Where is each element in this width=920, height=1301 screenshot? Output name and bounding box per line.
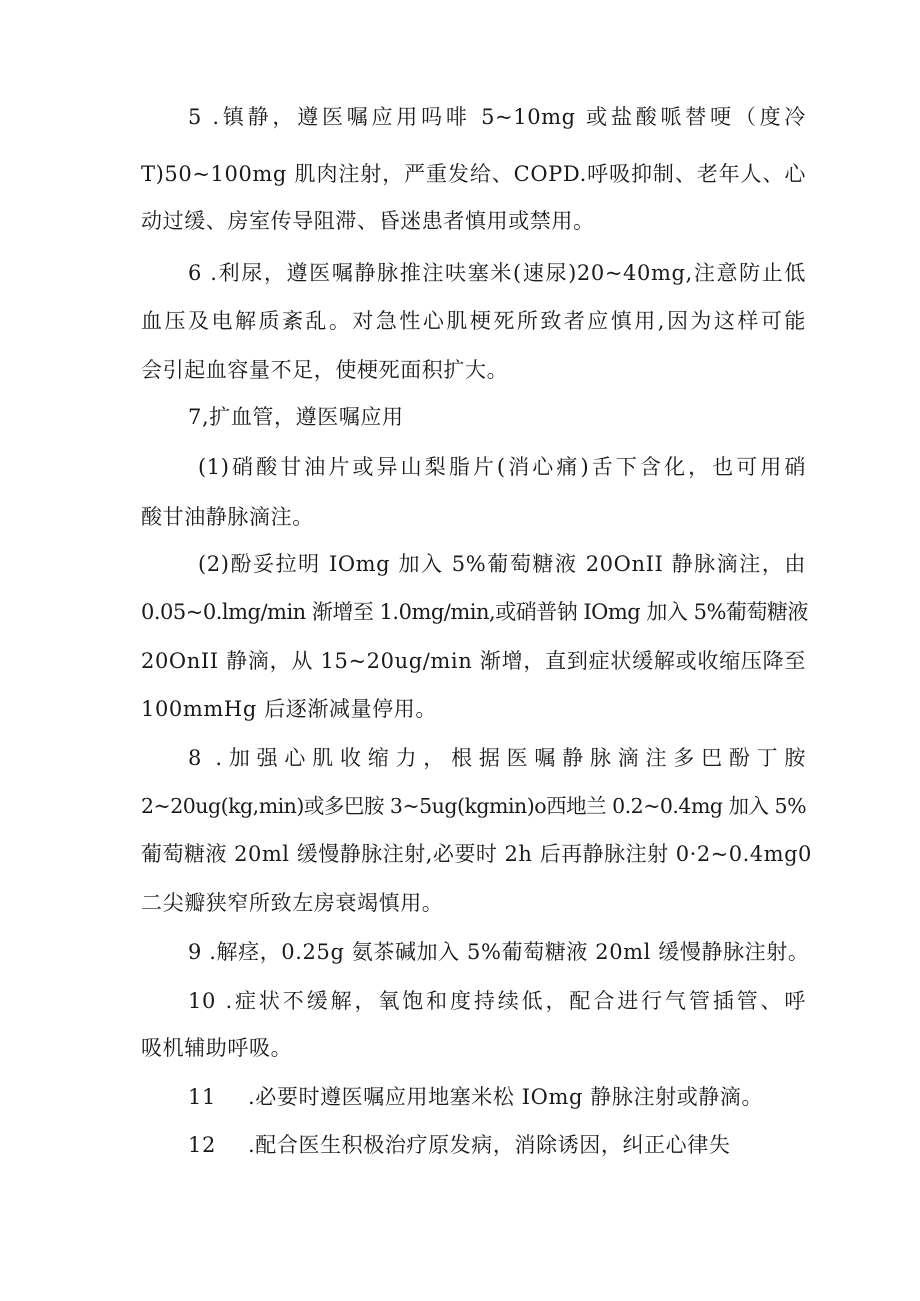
- paragraph-7-1-line-2: 酸甘油静脉滴注。: [141, 505, 314, 529]
- paragraph-6-line-3: 会引起血容量不足，使梗死面积扩大。: [141, 358, 509, 382]
- paragraph-9-line-1: 9 .解痉，0.25g 氨茶碱加入 5%葡萄糖液 20ml 缓慢静脉注射。: [188, 940, 810, 964]
- paragraph-6-line-2: 血压及电解质紊乱。对急性心肌梗死所致者应慎用,因为这样可能: [141, 309, 806, 333]
- paragraph-7-2-line-2: 0.05~0.lmg∕min 渐增至 1.0mg∕min,或硝普钠 IOmg 加入 5%葡萄糖液: [141, 600, 808, 624]
- paragraph-7-2-line-4: 100mmHg 后逐渐减量停用。: [141, 697, 437, 721]
- paragraph-5-line-3: 动过缓、房室传导阻滞、昏迷患者慎用或禁用。: [141, 209, 595, 233]
- paragraph-7-2-line-3: 20OnII 静滴，从 15~20ug∕min 渐增，直到症状缓解或收缩压降至: [141, 649, 806, 673]
- paragraph-10-line-2: 吸机辅助呼吸。: [141, 1036, 293, 1060]
- paragraph-8-line-2: 2~20ug(kg,min)或多巴胺 3~5ug(kgmin)o西地兰 0.2~0.4mg 加入 5%: [141, 794, 807, 818]
- paragraph-7-2-line-1: (2)酚妥拉明 IOmg 加入 5%葡萄糖液 20OnII 静脉滴注，由: [198, 552, 806, 576]
- paragraph-7-heading: 7,扩血管，遵医嘱应用: [188, 405, 404, 429]
- paragraph-11-number: 11: [188, 1085, 216, 1109]
- paragraph-5-line-2: T)50~100mg 肌肉注射，严重发给、COPD.呼吸抑制、老年人、心: [141, 162, 806, 186]
- paragraph-10-line-1: 10 .症状不缓解，氧饱和度持续低，配合进行气管插管、呼: [188, 989, 806, 1013]
- paragraph-11-text: .必要时遵医嘱应用地塞米松 IOmg 静脉注射或静滴。: [248, 1085, 764, 1109]
- paragraph-12-number: 12: [188, 1133, 216, 1157]
- paragraph-8-line-1: 8 .加强心肌收缩力，根据医嘱静脉滴注多巴酚丁胺: [188, 746, 806, 770]
- paragraph-8-line-3: 葡萄糖液 20ml 缓慢静脉注射,必要时 2h 后再静脉注射 0·2~0.4mg0: [141, 842, 812, 866]
- paragraph-12-text: .配合医生积极治疗原发病，消除诱因，纠正心律失: [248, 1133, 731, 1157]
- paragraph-7-1-line-1: (1)硝酸甘油片或异山梨脂片(消心痛)舌下含化，也可用硝: [198, 455, 806, 479]
- paragraph-8-line-4: 二尖瓣狭窄所致左房衰竭慎用。: [141, 891, 444, 915]
- paragraph-6-line-1: 6 .利尿，遵医嘱静脉推注呋塞米(速尿)20~40mg,注意防止低: [188, 261, 806, 285]
- paragraph-5-line-1: 5 .镇静，遵医嘱应用吗啡 5~10mg 或盐酸哌替哽（度冷: [188, 105, 806, 129]
